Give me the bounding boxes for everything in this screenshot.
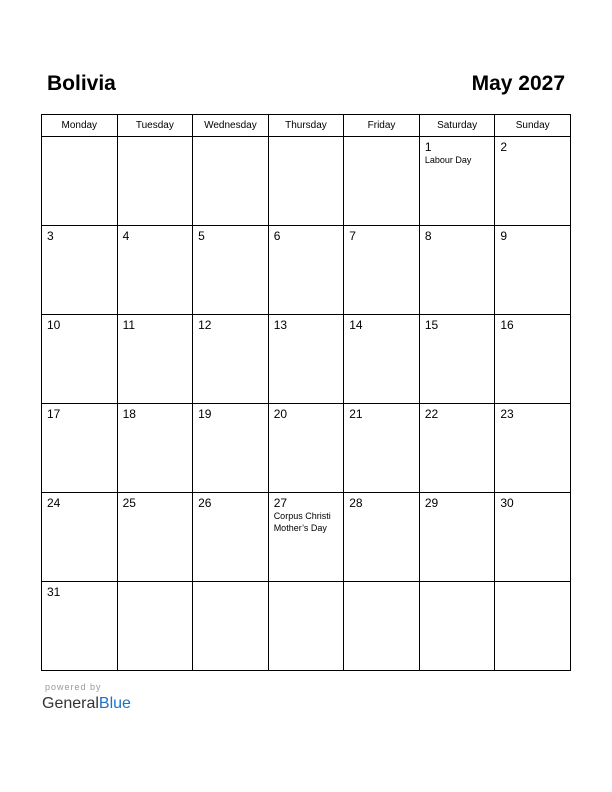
holiday-label: Labour Day — [424, 155, 472, 165]
day-number: 26 — [198, 496, 212, 510]
weekday-header: Friday — [344, 115, 420, 137]
day-number: 29 — [424, 496, 439, 510]
day-cell — [495, 404, 571, 493]
day-number: 18 — [122, 407, 136, 421]
day-number: 20 — [273, 407, 288, 421]
weekday-header: Wednesday — [193, 115, 269, 137]
day-cell — [344, 493, 420, 582]
day-number: 5 — [198, 229, 205, 243]
day-number: 31 — [47, 585, 61, 599]
day-cell — [419, 137, 495, 226]
day-cell — [117, 315, 193, 404]
day-number: 22 — [424, 407, 439, 421]
weekday-header: Saturday — [419, 115, 495, 137]
brand-part-blue: Blue — [98, 695, 131, 712]
day-number: 12 — [198, 318, 212, 332]
day-cell — [117, 226, 193, 315]
day-cell — [419, 315, 495, 404]
week-row — [42, 226, 571, 315]
day-cell — [495, 315, 571, 404]
day-number: 7 — [349, 229, 356, 243]
day-number: 2 — [500, 140, 508, 154]
weekday-header-row — [42, 115, 571, 137]
day-number: 27 — [273, 496, 288, 510]
day-cell — [268, 493, 344, 582]
day-cell — [193, 226, 269, 315]
day-cell — [344, 315, 420, 404]
day-cell — [495, 226, 571, 315]
weekday-header: Thursday — [268, 115, 344, 137]
day-number: 11 — [122, 318, 136, 332]
weekday-header: Sunday — [495, 115, 571, 137]
day-cell — [42, 582, 118, 671]
day-cell — [117, 582, 193, 671]
day-cell — [344, 582, 420, 671]
powered-by-text: powered by — [45, 682, 102, 692]
day-cell — [193, 137, 269, 226]
day-number: 9 — [500, 229, 508, 243]
day-cell — [495, 493, 571, 582]
day-number: 21 — [349, 407, 363, 421]
day-cell — [419, 493, 495, 582]
day-number: 6 — [273, 229, 281, 243]
day-number: 30 — [500, 496, 514, 510]
day-cell — [193, 315, 269, 404]
day-number: 19 — [198, 407, 212, 421]
day-number: 23 — [500, 407, 514, 421]
day-cell — [193, 493, 269, 582]
week-row — [42, 315, 571, 404]
day-cell — [268, 226, 344, 315]
day-cell — [419, 226, 495, 315]
holiday-label: Corpus Christi Mother’s Day — [273, 511, 331, 533]
day-cell — [268, 137, 344, 226]
day-cell — [42, 493, 118, 582]
day-number: 25 — [122, 496, 136, 510]
day-cell — [419, 582, 495, 671]
day-number: 14 — [349, 318, 363, 332]
day-cell — [42, 226, 118, 315]
generalblue-logo — [42, 694, 131, 714]
day-cell — [419, 404, 495, 493]
day-number: 15 — [424, 318, 439, 332]
month-year-title: May 2027 — [471, 72, 565, 95]
day-cell — [42, 315, 118, 404]
day-number: 16 — [500, 318, 514, 332]
day-cell — [117, 404, 193, 493]
day-number: 8 — [424, 229, 432, 243]
day-number: 17 — [47, 407, 61, 421]
day-cell — [117, 493, 193, 582]
day-number: 10 — [47, 318, 61, 332]
day-cell — [42, 137, 118, 226]
day-cell — [193, 582, 269, 671]
country-title: Bolivia — [47, 72, 116, 95]
day-number: 28 — [349, 496, 363, 510]
day-number: 4 — [122, 229, 130, 243]
calendar-grid — [41, 114, 571, 671]
day-number: 13 — [273, 318, 288, 332]
day-cell — [344, 137, 420, 226]
weekday-header: Monday — [42, 115, 118, 137]
week-row — [42, 137, 571, 226]
day-cell — [344, 404, 420, 493]
day-cell — [268, 404, 344, 493]
week-row — [42, 404, 571, 493]
day-cell — [495, 137, 571, 226]
day-cell — [42, 404, 118, 493]
day-number: 24 — [47, 496, 61, 510]
day-cell — [344, 226, 420, 315]
day-cell — [268, 582, 344, 671]
week-row — [42, 582, 571, 671]
day-number: 1 — [424, 140, 432, 154]
day-cell — [117, 137, 193, 226]
day-cell — [268, 315, 344, 404]
brand-part-general: General — [42, 695, 99, 712]
day-cell — [193, 404, 269, 493]
day-number: 3 — [47, 229, 54, 243]
weekday-header: Tuesday — [117, 115, 193, 137]
day-cell — [495, 582, 571, 671]
week-row — [42, 493, 571, 582]
